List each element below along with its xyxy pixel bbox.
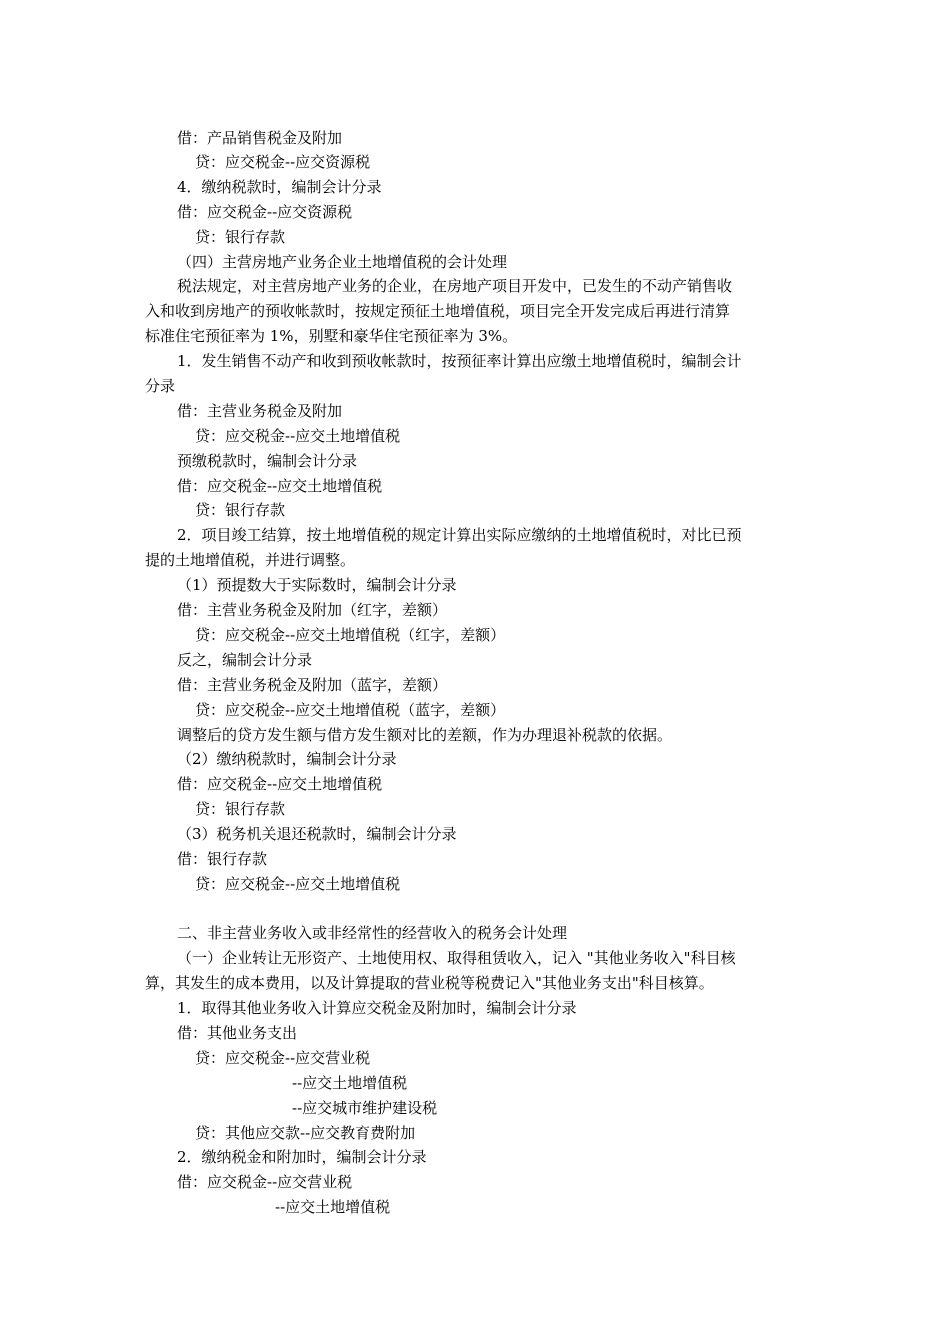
text-line: 借：应交税金--应交土地增值税 [177, 477, 383, 495]
text-line: （1）预提数大于实际数时，编制会计分录 [177, 576, 457, 594]
text-line: 反之，编制会计分录 [177, 651, 313, 669]
text-line: 1．取得其他业务收入计算应交税金及附加时，编制会计分录 [177, 999, 577, 1017]
text-line: 2．缴纳税金和附加时，编制会计分录 [177, 1148, 427, 1166]
text-line: 入和收到房地产的预收帐款时，按规定预征土地增值税，项目完全开发完成后再进行清算 [145, 302, 731, 320]
text-line: --应交城市维护建设税 [292, 1099, 438, 1117]
text-line: 贷：其他应交款--应交教育费附加 [195, 1124, 416, 1142]
text-line: 税法规定，对主营房地产业务的企业，在房地产项目开发中，已发生的不动产销售收 [177, 277, 733, 295]
text-line: 借：主营业务税金及附加（蓝字，差额） [177, 676, 448, 694]
text-line: （3）税务机关退还税款时，编制会计分录 [177, 825, 457, 843]
text-line: 借：应交税金--应交营业税 [177, 1173, 353, 1191]
text-line: 贷：应交税金--应交资源税 [195, 153, 371, 171]
text-line: 贷：银行存款 [195, 501, 286, 519]
text-line: 贷：应交税金--应交土地增值税（红字，差额） [195, 626, 506, 644]
text-line: 4．缴纳税款时，编制会计分录 [177, 178, 382, 196]
text-line: 贷：银行存款 [195, 800, 286, 818]
section-heading: 二、非主营业务收入或非经常性的经营收入的税务会计处理 [177, 924, 568, 942]
text-line: 借：主营业务税金及附加（红字，差额） [177, 601, 448, 619]
text-line: 调整后的贷方发生额与借方发生额对比的差额，作为办理退补税款的依据。 [177, 726, 673, 744]
text-line: 借：应交税金--应交土地增值税 [177, 775, 383, 793]
text-line: 贷：应交税金--应交土地增值税（蓝字，差额） [195, 701, 506, 719]
text-line: 贷：应交税金--应交土地增值税 [195, 427, 401, 445]
section-heading: （四）主营房地产业务企业土地增值税的会计处理 [177, 253, 508, 271]
text-line: --应交土地增值税 [292, 1074, 408, 1092]
text-line: 贷：应交税金--应交土地增值税 [195, 875, 401, 893]
text-line: （一）企业转让无形资产、土地使用权、取得租赁收入，记入 "其他业务收入"科目核 [177, 949, 736, 967]
text-line: 贷：银行存款 [195, 228, 286, 246]
text-line: 借：产品销售税金及附加 [177, 129, 343, 147]
text-line: 1．发生销售不动产和收到预收帐款时，按预征率计算出应缴土地增值税时，编制会计 [177, 352, 742, 370]
text-line: 标准住宅预征率为 1%，别墅和豪华住宅预征率为 3%。 [145, 327, 518, 345]
text-line: 借：应交税金--应交资源税 [177, 203, 353, 221]
text-line: 2．项目竣工结算，按土地增值税的规定计算出实际应缴纳的土地增值税时，对比已预 [177, 526, 742, 544]
text-line: 提的土地增值税，并进行调整。 [145, 551, 356, 569]
text-line: 贷：应交税金--应交营业税 [195, 1049, 371, 1067]
text-line: 预缴税款时，编制会计分录 [177, 452, 358, 470]
text-line: 算，其发生的成本费用，以及计算提取的营业税等税费记入"其他业务支出"科目核算。 [145, 974, 714, 992]
text-line: 分录 [145, 377, 176, 395]
text-line: 借：其他业务支出 [177, 1024, 298, 1042]
text-line: 借：银行存款 [177, 850, 268, 868]
text-line: --应交土地增值税 [275, 1198, 391, 1216]
text-line: （2）缴纳税款时，编制会计分录 [177, 750, 397, 768]
text-line: 借：主营业务税金及附加 [177, 402, 343, 420]
